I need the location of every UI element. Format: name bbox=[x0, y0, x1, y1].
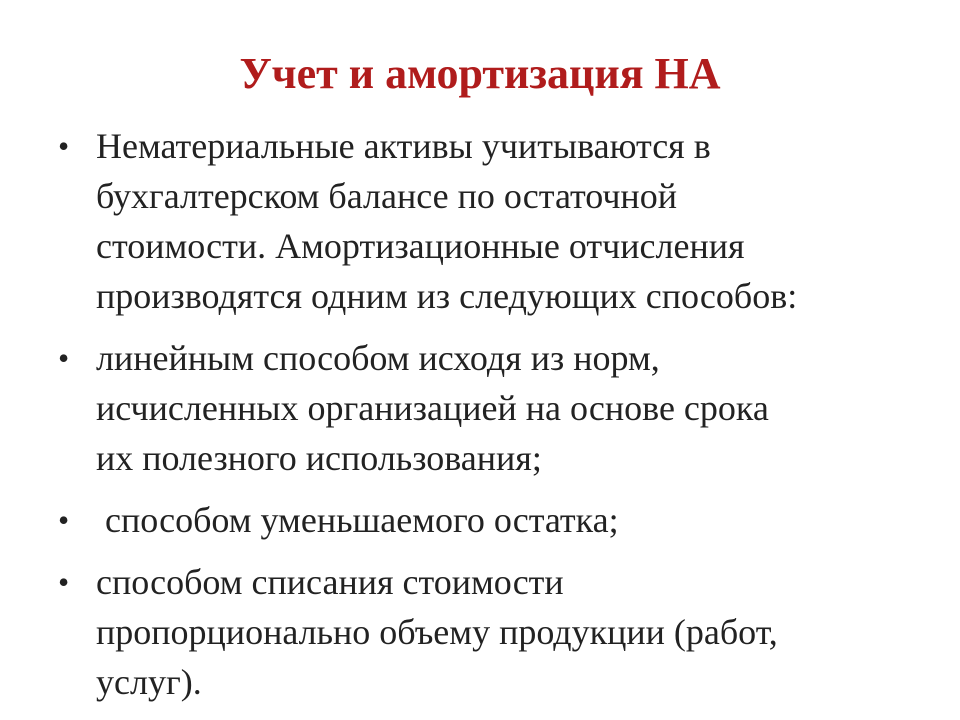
bullet-text-line: линейным способом исходя из норм, bbox=[96, 338, 660, 378]
bullet-text-line: бухгалтерском балансе по остаточной bbox=[96, 176, 677, 216]
bullet-item bbox=[58, 495, 918, 545]
bullet-list bbox=[58, 121, 918, 719]
slide-title: Учет и амортизация НА bbox=[239, 49, 721, 98]
bullet-item bbox=[58, 121, 918, 321]
bullet-text-line: их полезного использования; bbox=[96, 438, 542, 478]
bullet-item bbox=[58, 333, 918, 483]
bullet-text-line: услуг). bbox=[96, 662, 202, 702]
bullet-item bbox=[58, 557, 918, 707]
bullet-text-line: исчисленных организацией на основе срока bbox=[96, 388, 769, 428]
bullet-dot-icon: • bbox=[58, 128, 70, 164]
bullet-text-line: стоимости. Амортизационные отчисления bbox=[96, 226, 745, 266]
bullet-text-line: производятся одним из следующих способов: bbox=[96, 276, 798, 316]
bullet-text-line: пропорционально объему продукции (работ, bbox=[96, 612, 778, 652]
bullet-dot-icon: • bbox=[58, 502, 70, 538]
bullet-text-line: Нематериальные активы учитываются в bbox=[96, 126, 711, 166]
bullet-dot-icon: • bbox=[58, 340, 70, 376]
bullet-text-line: способом уменьшаемого остатка; bbox=[96, 500, 619, 540]
bullet-dot-icon: • bbox=[58, 564, 70, 600]
bullet-text-line: способом списания стоимости bbox=[96, 562, 564, 602]
